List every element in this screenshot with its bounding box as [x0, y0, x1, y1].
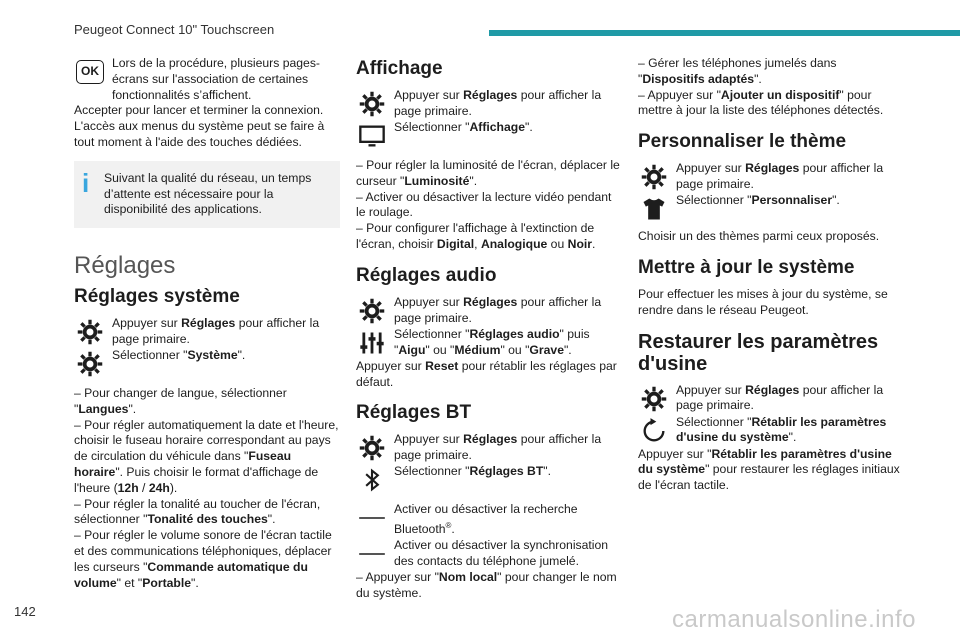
- list-item: – Appuyer sur "Ajouter un dispositif" pour mettre à jour la liste des téléphones détectés.: [638, 87, 884, 118]
- column-3: [638, 56, 904, 494]
- step-select-theme: Sélectionner "Personnaliser".: [638, 193, 904, 225]
- heading-update: Mettre à jour le système: [638, 256, 855, 278]
- watermark: carmanualsonline.info: [672, 606, 916, 633]
- info-text: Suivant la qualité du réseau, un temps d’attente est nécessaire pour la disponibilité des applications.: [104, 170, 312, 217]
- step-select-audio: Sélectionner "Réglages audio" puis "Aigu" ou "Médium" ou "Grave".: [356, 327, 622, 359]
- toggle-icon: [356, 538, 388, 570]
- step-settings: Appuyer sur Réglages pour afficher la page primaire.: [638, 161, 904, 193]
- step-settings: Appuyer sur Réglages pour afficher la page primaire.: [74, 316, 340, 348]
- bluetooth-icon: [356, 464, 388, 496]
- ok-text-a: Lors de la procédure, plusieurs pages-écrans sur l'association de certaines fonctionnalités s’affichent.: [112, 56, 320, 102]
- heading-display: Affichage: [356, 58, 443, 79]
- gear-icon: [74, 316, 106, 348]
- running-header: Peugeot Connect 10" Touchscreen: [74, 22, 275, 37]
- step-select-display: Sélectionner "Affichage".: [356, 120, 622, 152]
- heading-bt: Réglages BT: [356, 402, 472, 424]
- tshirt-icon: [638, 193, 670, 225]
- step-settings: Appuyer sur Réglages pour afficher la page primaire.: [356, 88, 622, 120]
- step-settings: Appuyer sur Réglages pour afficher la page primaire.: [356, 295, 622, 327]
- info-icon: i: [82, 167, 90, 198]
- step-settings: Appuyer sur Réglages pour afficher la page primaire.: [638, 383, 904, 415]
- list-item: – Pour régler la luminosité de l'écran, déplacer le curseur "Luminosité".: [356, 158, 620, 188]
- ok-text-b: Accepter pour lancer et terminer la connexion. L'accès aux menus du système peut se faire à tout moment à l'aide des touches dédiées.: [74, 103, 325, 149]
- reset-text: Appuyer sur Reset pour rétablir les réglages par défaut.: [356, 358, 617, 389]
- list-item: – Pour changer de langue, sélectionner "Langues".: [74, 385, 287, 416]
- column-1: [74, 56, 340, 591]
- gear-icon: [356, 295, 388, 327]
- display-icon: [356, 120, 388, 152]
- heading-factory-reset: Restaurer les paramètres d'usine: [638, 330, 879, 375]
- heading-theme: Personnaliser le thème: [638, 131, 847, 153]
- section-title: Réglages: [74, 252, 176, 280]
- step-bt-sync: Activer ou désactiver la synchronisation des contacts du téléphone jumelé.: [356, 538, 622, 570]
- reset-text: Appuyer sur "Rétablir les paramètres d'usine du système" pour restaurer les réglages initiaux de l'écran tactile.: [638, 446, 900, 493]
- update-text: Pour effectuer les mises à jour du système, se rendre dans le réseau Peugeot.: [638, 286, 888, 317]
- step-select-reset: Sélectionner "Rétablir les paramètres d'usine du système".: [638, 415, 904, 447]
- list-item: – Gérer les téléphones jumelés dans "Dispositifs adaptés".: [638, 56, 837, 86]
- list-item: – Pour régler automatiquement la date et l'heure, choisir le fuseau horaire correspondant au pays de circulation du véhicule dans "Fuseau horaire". Puis choisir le format d'affichage de l'heure (12h / 24h).: [74, 417, 339, 495]
- ok-note: [74, 56, 340, 103]
- gear-icon: [356, 88, 388, 120]
- equalizer-icon: [356, 327, 388, 359]
- step-settings: Appuyer sur Réglages pour afficher la page primaire.: [356, 432, 622, 464]
- toggle-icon: [356, 502, 388, 534]
- list-item: – Appuyer sur "Nom local" pour changer le nom du système.: [356, 570, 617, 600]
- page-number: 142: [14, 604, 36, 619]
- list-item: – Pour régler la tonalité au toucher de l'écran, sélectionner "Tonalité des touches".: [74, 496, 321, 527]
- list-item: – Activer ou désactiver la lecture vidéo pendant le roulage.: [356, 189, 612, 220]
- gear-icon: [74, 348, 106, 380]
- reset-icon: [638, 415, 670, 447]
- heading-system-settings: Réglages système: [74, 285, 240, 307]
- list-item: – Pour régler le volume sonore de l'écran tactile et des communications téléphoniques, déplacer les curseurs "Commande automatique du volume" et "Portable".: [74, 528, 332, 590]
- info-box: [74, 161, 340, 228]
- heading-audio: Réglages audio: [356, 264, 497, 286]
- gear-icon: [356, 432, 388, 464]
- ok-icon: OK: [74, 56, 106, 88]
- step-select-system: Sélectionner "Système".: [74, 348, 340, 380]
- theme-text: Choisir un des thèmes parmi ceux proposés.: [638, 229, 880, 244]
- gear-icon: [638, 383, 670, 415]
- column-2: [356, 56, 622, 602]
- step-select-bt: Sélectionner "Réglages BT".: [356, 464, 622, 496]
- gear-icon: [638, 161, 670, 193]
- list-item: – Pour configurer l'affichage à l'extinction de l'écran, choisir Digital, Analogique ou Noir.: [356, 221, 596, 251]
- step-bt-search: Activer ou désactiver la recherche Bluetooth®.: [356, 502, 622, 538]
- header-accent-bar: [489, 30, 960, 36]
